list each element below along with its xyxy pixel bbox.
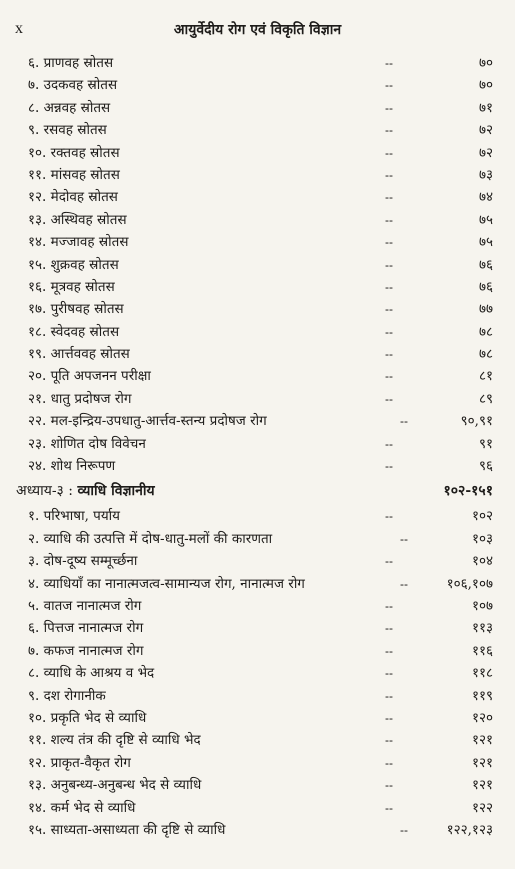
table-of-contents — [0, 52, 515, 841]
toc-entry-leader: -- — [385, 212, 393, 227]
toc-entry-title: २४. शोथ निरूपण — [28, 458, 116, 475]
toc-entry — [0, 433, 515, 455]
toc-entry-page: ७६ — [478, 256, 493, 273]
chapter-number: अध्याय-३ : — [16, 483, 78, 500]
toc-entry-leader: -- — [385, 100, 393, 115]
toc-entry-page: १२२ — [471, 799, 493, 816]
toc-entry-leader: -- — [385, 436, 393, 451]
toc-entry — [0, 550, 515, 572]
toc-entry-leader: -- — [385, 257, 393, 272]
toc-entry-page: ११८ — [471, 665, 493, 682]
toc-entry-page: ९६ — [478, 458, 493, 475]
toc-entry-page: १०७ — [471, 597, 493, 614]
toc-entry-title: २. व्याधि की उत्पत्ति में दोष-धातु-मलों की कारणता — [28, 530, 273, 547]
toc-entry-page: ७५ — [478, 234, 493, 251]
toc-entry-page: १०४ — [471, 553, 493, 570]
toc-entry — [0, 573, 515, 595]
toc-entry — [0, 365, 515, 387]
toc-entry-leader: -- — [385, 710, 393, 725]
toc-entry-title: २१. धातु प्रदोषज रोग — [28, 390, 132, 407]
toc-entry-title: ८. अन्नवह स्रोतस — [28, 99, 111, 116]
toc-entry — [0, 685, 515, 707]
toc-entry-title: ७. कफज नानात्मज रोग — [28, 642, 144, 659]
toc-entry — [0, 276, 515, 298]
toc-entry-page: ७४ — [478, 189, 493, 206]
toc-entry-page: ७८ — [478, 323, 493, 340]
toc-entry-leader: -- — [385, 554, 393, 569]
page-number-roman: x — [15, 20, 23, 37]
chapter-page-range: १०२-१५१ — [443, 483, 493, 500]
toc-entry-page: १२२,१२३ — [446, 821, 493, 838]
toc-entry — [0, 388, 515, 410]
toc-entry-page: ९१ — [478, 435, 493, 452]
toc-entry-title: १७. पुरीषवह स्रोतस — [28, 301, 124, 318]
toc-entry-page: १०३ — [471, 530, 493, 547]
toc-entry-page: ८१ — [478, 368, 493, 385]
toc-entry-page: ७२ — [478, 144, 493, 161]
toc-entry-leader: -- — [400, 576, 408, 591]
toc-entry-page: ७६ — [478, 278, 493, 295]
toc-entry — [0, 640, 515, 662]
toc-entry-title: १९. आर्त्तववह स्रोतस — [28, 346, 130, 363]
toc-entry — [0, 97, 515, 119]
toc-entry — [0, 797, 515, 819]
toc-entry-leader: -- — [385, 235, 393, 250]
toc-entry-page: ७८ — [478, 346, 493, 363]
toc-entry-title: १. परिभाषा, पर्याय — [28, 508, 120, 525]
toc-entry-page: ७२ — [478, 122, 493, 139]
toc-entry — [0, 231, 515, 253]
toc-entry-title: २२. मल-इन्द्रिय-उपधातु-आर्त्तव-स्तन्य प्रदोषज रोग — [28, 413, 267, 430]
toc-entry-title: ८. व्याधि के आश्रय व भेद — [28, 665, 155, 682]
toc-entry-leader: -- — [385, 302, 393, 317]
book-title: आयुर्वेदीय रोग एवं विकृति विज्ञान — [173, 22, 342, 38]
toc-entry — [0, 52, 515, 74]
toc-entry — [0, 321, 515, 343]
toc-entry-title: १५. साध्यता-असाध्यता की दृष्टि से व्याधि — [28, 821, 226, 838]
toc-entry — [0, 254, 515, 276]
toc-entry-page: ११९ — [471, 687, 493, 704]
toc-entry-title: १५. शुक्रवह स्रोतस — [28, 256, 119, 273]
toc-entry-title: १०. रक्तवह स्रोतस — [28, 144, 120, 161]
toc-entry-leader: -- — [385, 369, 393, 384]
toc-entry-title: १०. प्रकृति भेद से व्याधि — [28, 709, 147, 726]
toc-group-srotas — [0, 52, 515, 477]
toc-entry — [0, 298, 515, 320]
toc-entry-leader: -- — [385, 324, 393, 339]
toc-entry-leader: -- — [385, 56, 393, 70]
toc-entry — [0, 74, 515, 96]
toc-entry-title: ६. प्राणवह स्रोतस — [28, 55, 114, 71]
toc-entry-title: १२. प्राकृत-वैकृत रोग — [28, 754, 131, 771]
chapter-title: व्याधि विज्ञानीय — [77, 483, 155, 500]
toc-entry-leader: -- — [400, 822, 408, 837]
toc-entry-leader: -- — [385, 733, 393, 748]
toc-entry-title: ९. रसवह स्रोतस — [28, 122, 107, 139]
toc-entry-title: २०. पूति अपजनन परीक्षा — [28, 368, 151, 385]
toc-entry-leader: -- — [385, 666, 393, 681]
toc-entry-page: ७० — [478, 77, 493, 94]
toc-entry-leader: -- — [385, 755, 393, 770]
toc-entry — [0, 209, 515, 231]
toc-entry — [0, 505, 515, 527]
toc-entry-page: ८९ — [478, 390, 493, 407]
toc-entry-leader: -- — [385, 279, 393, 294]
toc-entry-title: ९. दश रोगानीक — [28, 687, 106, 704]
toc-entry-page: ७७ — [478, 301, 493, 318]
toc-entry-page: ७० — [478, 55, 493, 71]
toc-entry-title: ४. व्याधियाँ का नानात्मजत्व-सामान्यज रोग, नानात्मज रोग — [28, 575, 305, 592]
toc-entry-leader: -- — [385, 621, 393, 636]
toc-entry-title: २३. शोणित दोष विवेचन — [28, 435, 146, 452]
toc-entry-title: ११. शल्य तंत्र की दृष्टि से व्याधि भेद — [28, 732, 201, 749]
toc-entry-leader: -- — [385, 778, 393, 793]
toc-entry-leader: -- — [385, 145, 393, 160]
toc-entry — [0, 729, 515, 751]
toc-entry-leader: -- — [385, 509, 393, 524]
toc-entry-title: १४. कर्म भेद से व्याधि — [28, 799, 136, 816]
toc-entry — [0, 410, 515, 432]
toc-entry-page: ११६ — [471, 642, 493, 659]
toc-entry-leader: -- — [385, 391, 393, 406]
toc-entry-page: ७३ — [478, 166, 493, 183]
toc-entry-leader: -- — [385, 643, 393, 658]
toc-group-vyadhi — [0, 505, 515, 841]
toc-entry-page: १२१ — [471, 777, 493, 794]
toc-entry-title: १४. मज्जावह स्रोतस — [28, 234, 129, 251]
toc-entry-title: ६. पित्तज नानात्मज रोग — [28, 620, 144, 637]
toc-entry — [0, 662, 515, 684]
toc-entry — [0, 343, 515, 365]
toc-entry-leader: -- — [385, 78, 393, 93]
toc-entry — [0, 617, 515, 639]
toc-entry-title: १३. अस्थिवह स्रोतस — [28, 211, 127, 228]
toc-entry-title: १३. अनुबन्ध्य-अनुबन्ध भेद से व्याधि — [28, 777, 202, 794]
toc-entry — [0, 774, 515, 796]
toc-entry-page: १२० — [471, 709, 493, 726]
toc-entry-title: १२. मेदोवह स्रोतस — [28, 189, 118, 206]
toc-entry-page: ७१ — [478, 99, 493, 116]
toc-entry-title: ५. वातज नानात्मज रोग — [28, 597, 142, 614]
toc-entry — [0, 142, 515, 164]
toc-entry — [0, 595, 515, 617]
toc-entry-leader: -- — [385, 167, 393, 182]
toc-entry-leader: -- — [385, 688, 393, 703]
toc-entry-page: १२१ — [471, 754, 493, 771]
toc-entry — [0, 819, 515, 841]
toc-entry-page: ९०,९१ — [460, 413, 493, 430]
toc-entry-title: ११. मांसवह स्रोतस — [28, 166, 120, 183]
toc-entry-leader: -- — [385, 598, 393, 613]
page-header — [0, 18, 515, 44]
toc-entry-title: ३. दोष-दूष्य सम्मूर्च्छना — [28, 553, 138, 570]
toc-entry-title: १८. स्वेदवह स्रोतस — [28, 323, 120, 340]
toc-entry-leader: -- — [385, 800, 393, 815]
toc-entry-leader: -- — [385, 123, 393, 138]
toc-entry-leader: -- — [385, 347, 393, 362]
toc-entry-leader: -- — [400, 414, 408, 429]
toc-entry-page: ७५ — [478, 211, 493, 228]
toc-entry-title: १६. मूत्रवह स्रोतस — [28, 278, 115, 295]
toc-entry-page: १२१ — [471, 732, 493, 749]
toc-entry — [0, 455, 515, 477]
toc-entry-page: ११३ — [471, 620, 493, 637]
chapter-heading — [0, 479, 515, 503]
toc-entry-leader: -- — [385, 190, 393, 205]
toc-entry — [0, 186, 515, 208]
toc-entry — [0, 528, 515, 550]
toc-entry-page: १०२ — [471, 508, 493, 525]
toc-entry-page: १०६,१०७ — [446, 575, 493, 592]
toc-entry-title: ७. उदकवह स्रोतस — [28, 77, 118, 94]
toc-entry — [0, 707, 515, 729]
toc-entry — [0, 119, 515, 141]
toc-entry-leader: -- — [385, 459, 393, 474]
toc-entry-leader: -- — [400, 531, 408, 546]
toc-entry — [0, 164, 515, 186]
toc-entry — [0, 752, 515, 774]
